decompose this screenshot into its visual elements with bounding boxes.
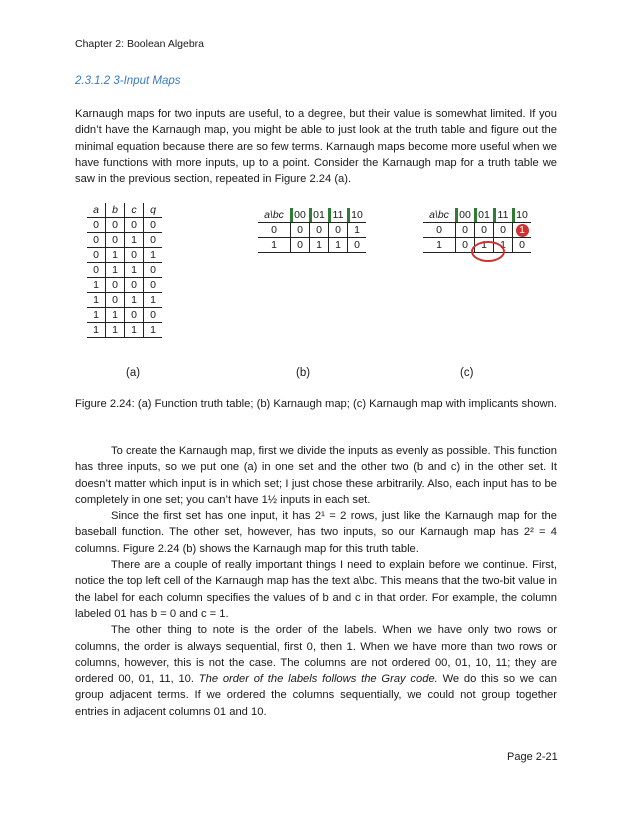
truth-table-cell: 1 [106, 308, 125, 323]
karnaugh-map-b [258, 208, 366, 253]
truth-table-cell: 0 [87, 218, 106, 233]
kmap-c-corner: a\bc [423, 208, 456, 223]
truth-table-row [87, 323, 162, 338]
truth-table-cell: 1 [144, 248, 163, 263]
truth-table-cell: 1 [144, 293, 163, 308]
kmap-b-cell: 1 [310, 238, 329, 253]
kmap-b-corner: a\bc [258, 208, 291, 223]
truth-table-row [87, 263, 162, 278]
kmap-c-col-11: 11 [494, 208, 513, 223]
kmap-c-col-01: 01 [475, 208, 494, 223]
truth-table-cell: 0 [106, 218, 125, 233]
truth-table-cell: 0 [144, 308, 163, 323]
body-paragraph-4-start: The other thing to note is the order of the labels. When we have only two rows or columns, the order is always sequential, first 0, then 1. When we have more than two rows or columns, however, this is not the case. The columns are not ordered 00, 01, 10, 11; they are ordered 00, 01, 11, 10. [75, 624, 557, 686]
truth-table-cell: 0 [87, 263, 106, 278]
truth-table-cell: 1 [125, 263, 144, 278]
truth-header-q: q [144, 203, 163, 218]
kmap-c-row-label: 1 [423, 238, 456, 253]
truth-table-row [87, 293, 162, 308]
truth-table-cell: 1 [87, 293, 106, 308]
truth-table-cell: 0 [144, 218, 163, 233]
kmap-b-cell: 0 [310, 223, 329, 238]
truth-table-cell: 0 [144, 233, 163, 248]
sublabel-a: (a) [126, 367, 141, 379]
truth-table-row [87, 218, 162, 233]
kmap-c-cell: 0 [513, 238, 532, 253]
kmap-b-header-row [258, 208, 366, 223]
kmap-b-cell: 1 [348, 223, 367, 238]
truth-table-cell: 1 [125, 293, 144, 308]
body-text [75, 443, 557, 720]
truth-table-cell: 0 [125, 308, 144, 323]
truth-table-cell: 0 [106, 293, 125, 308]
truth-table-cell: 0 [87, 233, 106, 248]
kmap-c-col-10: 10 [513, 208, 532, 223]
truth-table-cell: 1 [144, 323, 163, 338]
kmap-c-col-00: 00 [456, 208, 475, 223]
figure-caption: Figure 2.24: (a) Function truth table; (b) Karnaugh map; (c) Karnaugh map with implicants shown. [75, 398, 557, 410]
truth-header-b: b [106, 203, 125, 218]
implicant-pair-ring [471, 241, 505, 262]
kmap-c-header-row [423, 208, 531, 223]
kmap-c-row-0 [423, 223, 531, 238]
body-paragraph-1: To create the Karnaugh map, first we divide the inputs as evenly as possible. This function has three inputs, so we put one (a) in one set and the other two (b and c) in the other set. It doesn’t matter which input is in which set; I just chose these arbitrarily. Also, each input has to be completely in one set; you can’t have 1½ inputs in each set. [75, 445, 557, 506]
body-paragraph-3: There are a couple of really important things I need to explain before we continue. First, notice the top left cell of the Karnaugh map has the text a\bc. This means that the two-bit value in the label for each column specifies the values of b and c in that order. For example, the column labeled 01 has b = 0 and c = 1. [75, 559, 557, 620]
kmap-c-row-label: 0 [423, 223, 456, 238]
kmap-b-cell: 0 [348, 238, 367, 253]
truth-table-cell: 1 [125, 233, 144, 248]
kmap-c-cell: 0 [494, 223, 513, 238]
kmap-b-cell: 1 [329, 238, 348, 253]
truth-table-row [87, 233, 162, 248]
truth-table-cell: 0 [106, 278, 125, 293]
section-title: 2.3.1.2 3-Input Maps [75, 75, 181, 87]
body-paragraph-2: Since the first set has one input, it has 2¹ = 2 rows, just like the Karnaugh map for the baseball function. The other set, however, has two inputs, so our Karnaugh map has 2² = 4 columns. Figure 2.24 (b) shows the Karnaugh map for this truth table. [75, 510, 557, 555]
intro-paragraph [75, 106, 557, 187]
kmap-b-cell: 0 [291, 223, 310, 238]
kmap-c-cell: 1 [494, 238, 513, 253]
kmap-b-col-11: 11 [329, 208, 348, 223]
sublabel-c: (c) [460, 367, 474, 379]
kmap-c-cell: 0 [456, 223, 475, 238]
truth-table-cell: 1 [106, 248, 125, 263]
kmap-b-col-01: 01 [310, 208, 329, 223]
kmap-b-row-label: 0 [258, 223, 291, 238]
truth-table-cell: 0 [125, 218, 144, 233]
kmap-c-implicant-cell [513, 223, 532, 238]
truth-table-cell: 0 [144, 263, 163, 278]
truth-table-cell: 0 [125, 248, 144, 263]
truth-table-cell: 0 [125, 278, 144, 293]
truth-table-cell: 1 [106, 323, 125, 338]
kmap-b-row-label: 1 [258, 238, 291, 253]
kmap-b-cell: 0 [329, 223, 348, 238]
intro-text: Karnaugh maps for two inputs are useful, to a degree, but their value is somewhat limited. If you didn’t have the Karnaugh map, you might be able to just look at the truth table and figure out the minimal equation because there are so few terms. Karnaugh maps become more useful when we have functions with more inputs, up to a point. Consider the Karnaugh map for a truth table we saw in the previous section, repeated in Figure 2.24 (a). [75, 108, 557, 186]
truth-table-cell: 0 [87, 248, 106, 263]
truth-table-cell: 1 [87, 323, 106, 338]
truth-table-row [87, 248, 162, 263]
truth-table-cell: 0 [106, 233, 125, 248]
truth-table-row [87, 278, 162, 293]
truth-table-cell: 1 [87, 308, 106, 323]
truth-table-header-row [87, 203, 162, 218]
kmap-c-cell: 0 [456, 238, 475, 253]
truth-table-cell: 1 [87, 278, 106, 293]
kmap-b-row-1 [258, 238, 366, 253]
truth-header-c: c [125, 203, 144, 218]
truth-table-cell: 1 [125, 323, 144, 338]
chapter-header: Chapter 2: Boolean Algebra [75, 38, 205, 50]
kmap-b-cell: 0 [291, 238, 310, 253]
kmap-c-cell: 1 [475, 238, 494, 253]
page-number: Page 2-21 [507, 751, 558, 763]
kmap-b-col-00: 00 [291, 208, 310, 223]
body-paragraph-4-end: We do this so we can group adjacent terms. If we ordered the columns sequentially, we could not group together entries in adjacent columns 01 and 10. [75, 673, 557, 718]
body-paragraph-4 [75, 622, 557, 720]
truth-table-cell: 1 [106, 263, 125, 278]
truth-table-cell: 0 [144, 278, 163, 293]
kmap-c-cell: 0 [475, 223, 494, 238]
sublabel-b: (b) [296, 367, 311, 379]
gray-code-emphasis: The order of the labels follows the Gray code. [198, 673, 438, 686]
kmap-c-implicant-single: 1 [516, 224, 529, 237]
truth-header-a: a [87, 203, 106, 218]
truth-table [87, 203, 162, 338]
kmap-b-row-0 [258, 223, 366, 238]
truth-table-row [87, 308, 162, 323]
kmap-b-col-10: 10 [348, 208, 367, 223]
